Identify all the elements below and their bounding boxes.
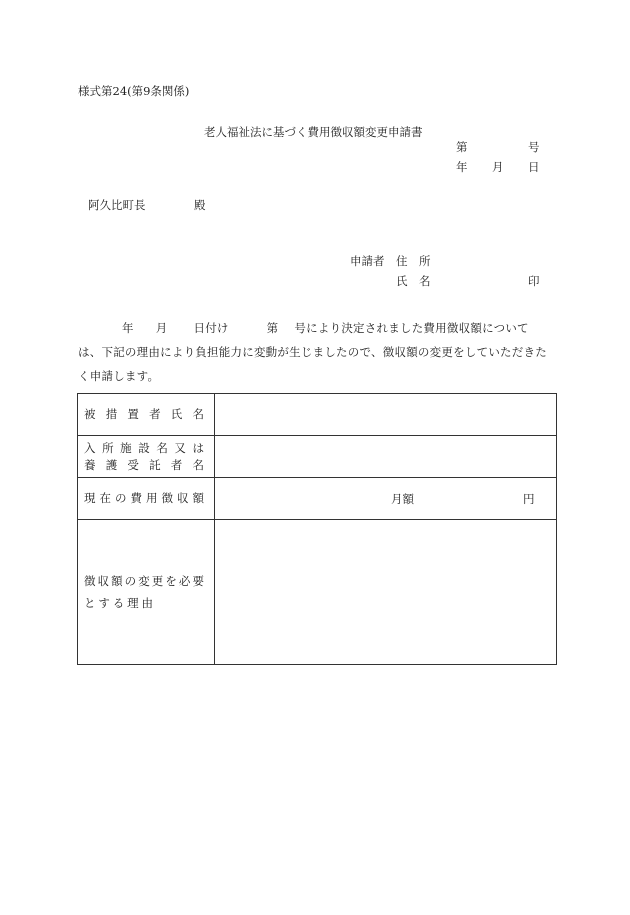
row-label-reason: 徴収額の変更を必要 とする理由	[78, 520, 215, 665]
body-line-2: は、下記の理由により負担能力に変動が生じましたので、徴収額の変更をしていただきた	[78, 345, 547, 359]
table-row	[78, 520, 557, 665]
date-year: 年	[456, 160, 468, 174]
date-month: 月	[492, 160, 504, 174]
facility-name-field[interactable]	[215, 436, 557, 478]
row-label-facility: 入所施設名又は 養護受託者名	[78, 436, 215, 478]
applicant-address-label: 住 所	[396, 254, 431, 268]
yen-unit: 円	[523, 491, 535, 506]
date-day: 日	[528, 160, 540, 174]
applicant-name-label: 氏 名	[396, 274, 431, 288]
application-table	[77, 393, 557, 665]
addressee-name: 阿久比町長	[88, 198, 146, 212]
monthly-label: 月額	[391, 491, 414, 506]
doc-number-suffix: 号	[528, 140, 540, 154]
row-label-resident: 被措置者氏名	[78, 394, 215, 436]
applicant-seal: 印	[528, 274, 540, 288]
table-row	[78, 436, 557, 478]
table-row	[78, 478, 557, 520]
applicant-label: 申請者	[350, 254, 385, 268]
current-fee-field[interactable]	[215, 478, 557, 520]
doc-number-prefix: 第	[456, 140, 468, 154]
addressee-honorific: 殿	[194, 198, 206, 212]
row-label-current-fee: 現在の費用徴収額	[78, 478, 215, 520]
form-number: 様式第24(第9条関係)	[78, 84, 190, 98]
body-paragraph	[78, 316, 560, 388]
body-line-3: く申請します。	[78, 369, 160, 383]
body-line-1: 年 月 日付け 第 号により決定されました費用徴収額について	[122, 321, 529, 335]
resident-name-field[interactable]	[215, 394, 557, 436]
page-title: 老人福祉法に基づく費用徴収額変更申請書	[204, 125, 423, 139]
reason-field[interactable]	[215, 520, 557, 665]
table-row	[78, 394, 557, 436]
